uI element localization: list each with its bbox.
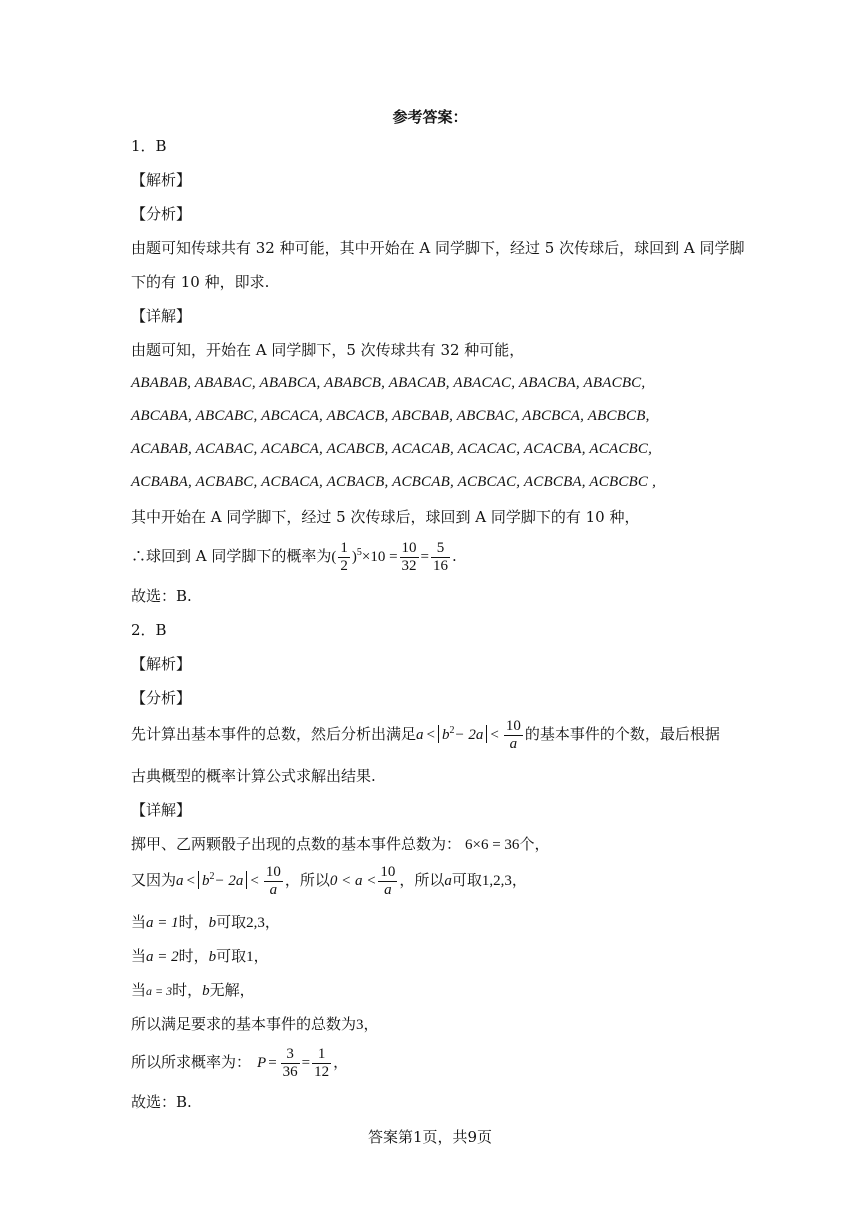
q2-c1-var: b [208, 915, 217, 931]
q1-answer: 故选：B. [131, 587, 192, 605]
q2-c1-end: ， [264, 913, 280, 931]
q2-c2-a: 当 [131, 947, 147, 965]
q1-detail-2: 其中开始在 A 同学脚下，经过 5 次传球后，球回到 A 同学脚下的有 10 种， [131, 508, 640, 526]
q2-c1-c: 可取 [216, 913, 247, 931]
q2-p-f2d: 12 [314, 1063, 330, 1080]
q1-prob-exp: 5 [356, 547, 362, 558]
q2-c3-var: b [202, 983, 210, 999]
q2-c2-c: 可取 [216, 947, 247, 965]
q1-prob-close: ) [351, 549, 357, 565]
q2-number: 2．B [131, 621, 167, 639]
q2-c2-math: a = 2 [146, 949, 179, 965]
q1-fenxi-text-1: 由题可知传球共有 32 种可能，其中开始在 A 同学脚下，经过 5 次传球后，球回到 A 同学脚 [131, 239, 745, 257]
q2-d2-ineq-a: a [176, 873, 184, 889]
q2-p-f1d: 36 [282, 1063, 298, 1080]
q2-d2-vals: 1,2,3 [481, 873, 512, 889]
q2-c2-var: b [208, 949, 217, 965]
q2-case-2 [131, 946, 269, 967]
q2-d2-a: 又因为 [131, 871, 177, 889]
q2-ineq-a: a [416, 727, 424, 743]
q2-p-f1n: 3 [281, 1046, 300, 1064]
q2-d2-lt2: < [250, 873, 259, 889]
q2-c2-vals: 1 [246, 949, 254, 965]
q2-d2-f1d: a [269, 881, 278, 898]
q2-ineq-rest: − 2a [454, 727, 484, 743]
q2-p-a: 所以所求概率为： [131, 1053, 252, 1071]
q1-fraction-10-32 [400, 540, 419, 575]
q1-prob-mult: ×10 = [361, 549, 398, 565]
q1-probability-line [131, 538, 457, 575]
page-footer: 答案第1页，共9页 [367, 1128, 493, 1146]
q2-d2-f1n: 10 [265, 863, 281, 880]
q2-d1-text: 掷甲、乙两颗骰子出现的点数的基本事件总数为： [131, 835, 462, 853]
q2-p-fraction-2 [312, 1046, 331, 1081]
q2-jiexi-heading: 【解析】 [131, 655, 192, 673]
q2-p-var: P [257, 1055, 267, 1071]
q2-fenxi-line-2: 古典概型的概率计算公式求解出结果. [131, 767, 376, 785]
q1-half-num: 1 [340, 539, 348, 556]
q1-prob-open: ( [331, 549, 337, 565]
q1-xiangjie-heading: 【详解】 [131, 307, 192, 325]
q1-f1-num: 10 [401, 539, 417, 556]
q1-number: 1．B [131, 137, 167, 155]
q2-c2-end: ， [253, 947, 269, 965]
q2-detail-1 [131, 834, 549, 855]
q1-f2-den: 16 [433, 557, 449, 574]
q2-c1-b: 时， [178, 913, 209, 931]
q1-sequence-row-1: ABABAB, ABABAC, ABABCA, ABABCB, ABACAB, ABACAC, ABACBA, ABACBC, [131, 375, 646, 391]
q2-total [131, 1014, 379, 1035]
q2-xiangjie-heading: 【详解】 [131, 801, 192, 819]
q1-prob-prefix: ∴球回到 A 同学脚下的概率为 [131, 547, 332, 565]
q1-jiexi-heading: 【解析】 [131, 171, 192, 189]
q2-c3-math: a = 3 [146, 984, 173, 998]
q2-p-eq: = [268, 1055, 277, 1071]
q2-d2-abs [198, 871, 247, 889]
q2-p-end: ， [333, 1053, 349, 1071]
q2-ineq-fraction [504, 718, 523, 753]
q2-fenxi-heading: 【分析】 [131, 689, 192, 707]
q2-c3-a: 当 [131, 981, 147, 999]
q2-d2-b: b [201, 873, 210, 889]
q2-ineq-b: b [441, 727, 450, 743]
q2-d2-sq: 2 [209, 871, 215, 882]
q1-detail-1: 由题可知，开始在 A 同学脚下，5 次传球共有 32 种可能， [131, 341, 525, 359]
q2-d2-mid: ，所以 [284, 871, 330, 889]
q2-d2-f2n: 10 [380, 863, 396, 880]
q2-fenxi-line-1 [131, 716, 720, 753]
q2-d2-var: a [444, 873, 452, 889]
q1-fenxi-heading: 【分析】 [131, 205, 192, 223]
q2-ineq-sq: 2 [449, 725, 455, 736]
q2-ineq-fden: a [509, 735, 518, 752]
q2-d2-end-b: 可取 [451, 871, 482, 889]
q2-case-3 [131, 980, 255, 1001]
q2-d2-end-a: ，所以 [399, 871, 445, 889]
q2-c1-vals: 2,3 [246, 915, 265, 931]
q2-case-1 [131, 912, 280, 933]
q2-c1-a: 当 [131, 913, 147, 931]
q1-fraction-5-16 [431, 540, 450, 575]
q1-f2-num: 5 [431, 540, 450, 558]
q2-p-eq2: = [301, 1055, 311, 1071]
q1-prob-end: . [452, 547, 457, 565]
q2-d2-comma: ， [511, 871, 527, 889]
q1-f1-den: 32 [401, 557, 417, 574]
q1-prob-eq: = [420, 549, 430, 565]
q2-total-a: 所以满足要求的基本事件的总数为 [131, 1015, 357, 1033]
q2-c3-b: 时， [172, 981, 203, 999]
q1-fenxi-text-2: 下的有 10 种，即求. [131, 273, 270, 291]
q2-total-val: 3 [356, 1017, 364, 1033]
q2-d1-math: 6×6 = 36 [465, 837, 520, 853]
q2-ineq-lt: < [426, 727, 435, 743]
q2-abs-expr [438, 725, 487, 743]
q2-d2-lt: < [186, 873, 195, 889]
q2-total-end: ， [363, 1015, 379, 1033]
q1-sequence-row-2: ABCABA, ABCABC, ABCACA, ABCACB, ABCBAB, ABCBAC, ABCBCA, ABCBCB, [131, 408, 650, 424]
q2-c3-c: 无解， [209, 981, 255, 999]
q2-answer: 故选：B. [131, 1093, 192, 1111]
q1-half-fraction [338, 540, 350, 575]
q2-probability-line [131, 1044, 348, 1081]
q1-sequence-row-3: ACABAB, ACABAC, ACABCA, ACABCB, ACACAB, ACACAC, ACACBA, ACACBC, [131, 441, 653, 457]
q1-sequence-row-4: ACBABA, ACBABC, ACBACA, ACBACB, ACBCAB, ACBCAC, ACBCBA, ACBCBC , [131, 474, 657, 490]
q1-half-den: 2 [340, 557, 348, 574]
q2-d2-fraction-2 [378, 864, 397, 899]
q2-d2-fraction-1 [264, 864, 283, 899]
q2-ineq-fnum: 10 [505, 717, 521, 734]
q2-p-fraction-1 [281, 1046, 300, 1081]
q2-d2-f2d: a [384, 881, 392, 898]
q2-p-f2n: 1 [312, 1046, 331, 1064]
q2-d2-zero: 0 < a < [329, 873, 377, 889]
q2-fenxi-a: 先计算出基本事件的总数，然后分析出满足 [131, 725, 417, 743]
q2-d1-end: 个， [519, 835, 550, 853]
page-title: 参考答案： [392, 108, 468, 126]
q2-c1-math: a = 1 [146, 915, 179, 931]
q2-c2-b: 时， [178, 947, 209, 965]
q2-detail-2 [131, 862, 527, 899]
q2-d2-rest: − 2a [214, 873, 244, 889]
q2-fenxi-b: 的基本事件的个数，最后根据 [524, 725, 720, 743]
q2-ineq-lt2: < [490, 727, 499, 743]
